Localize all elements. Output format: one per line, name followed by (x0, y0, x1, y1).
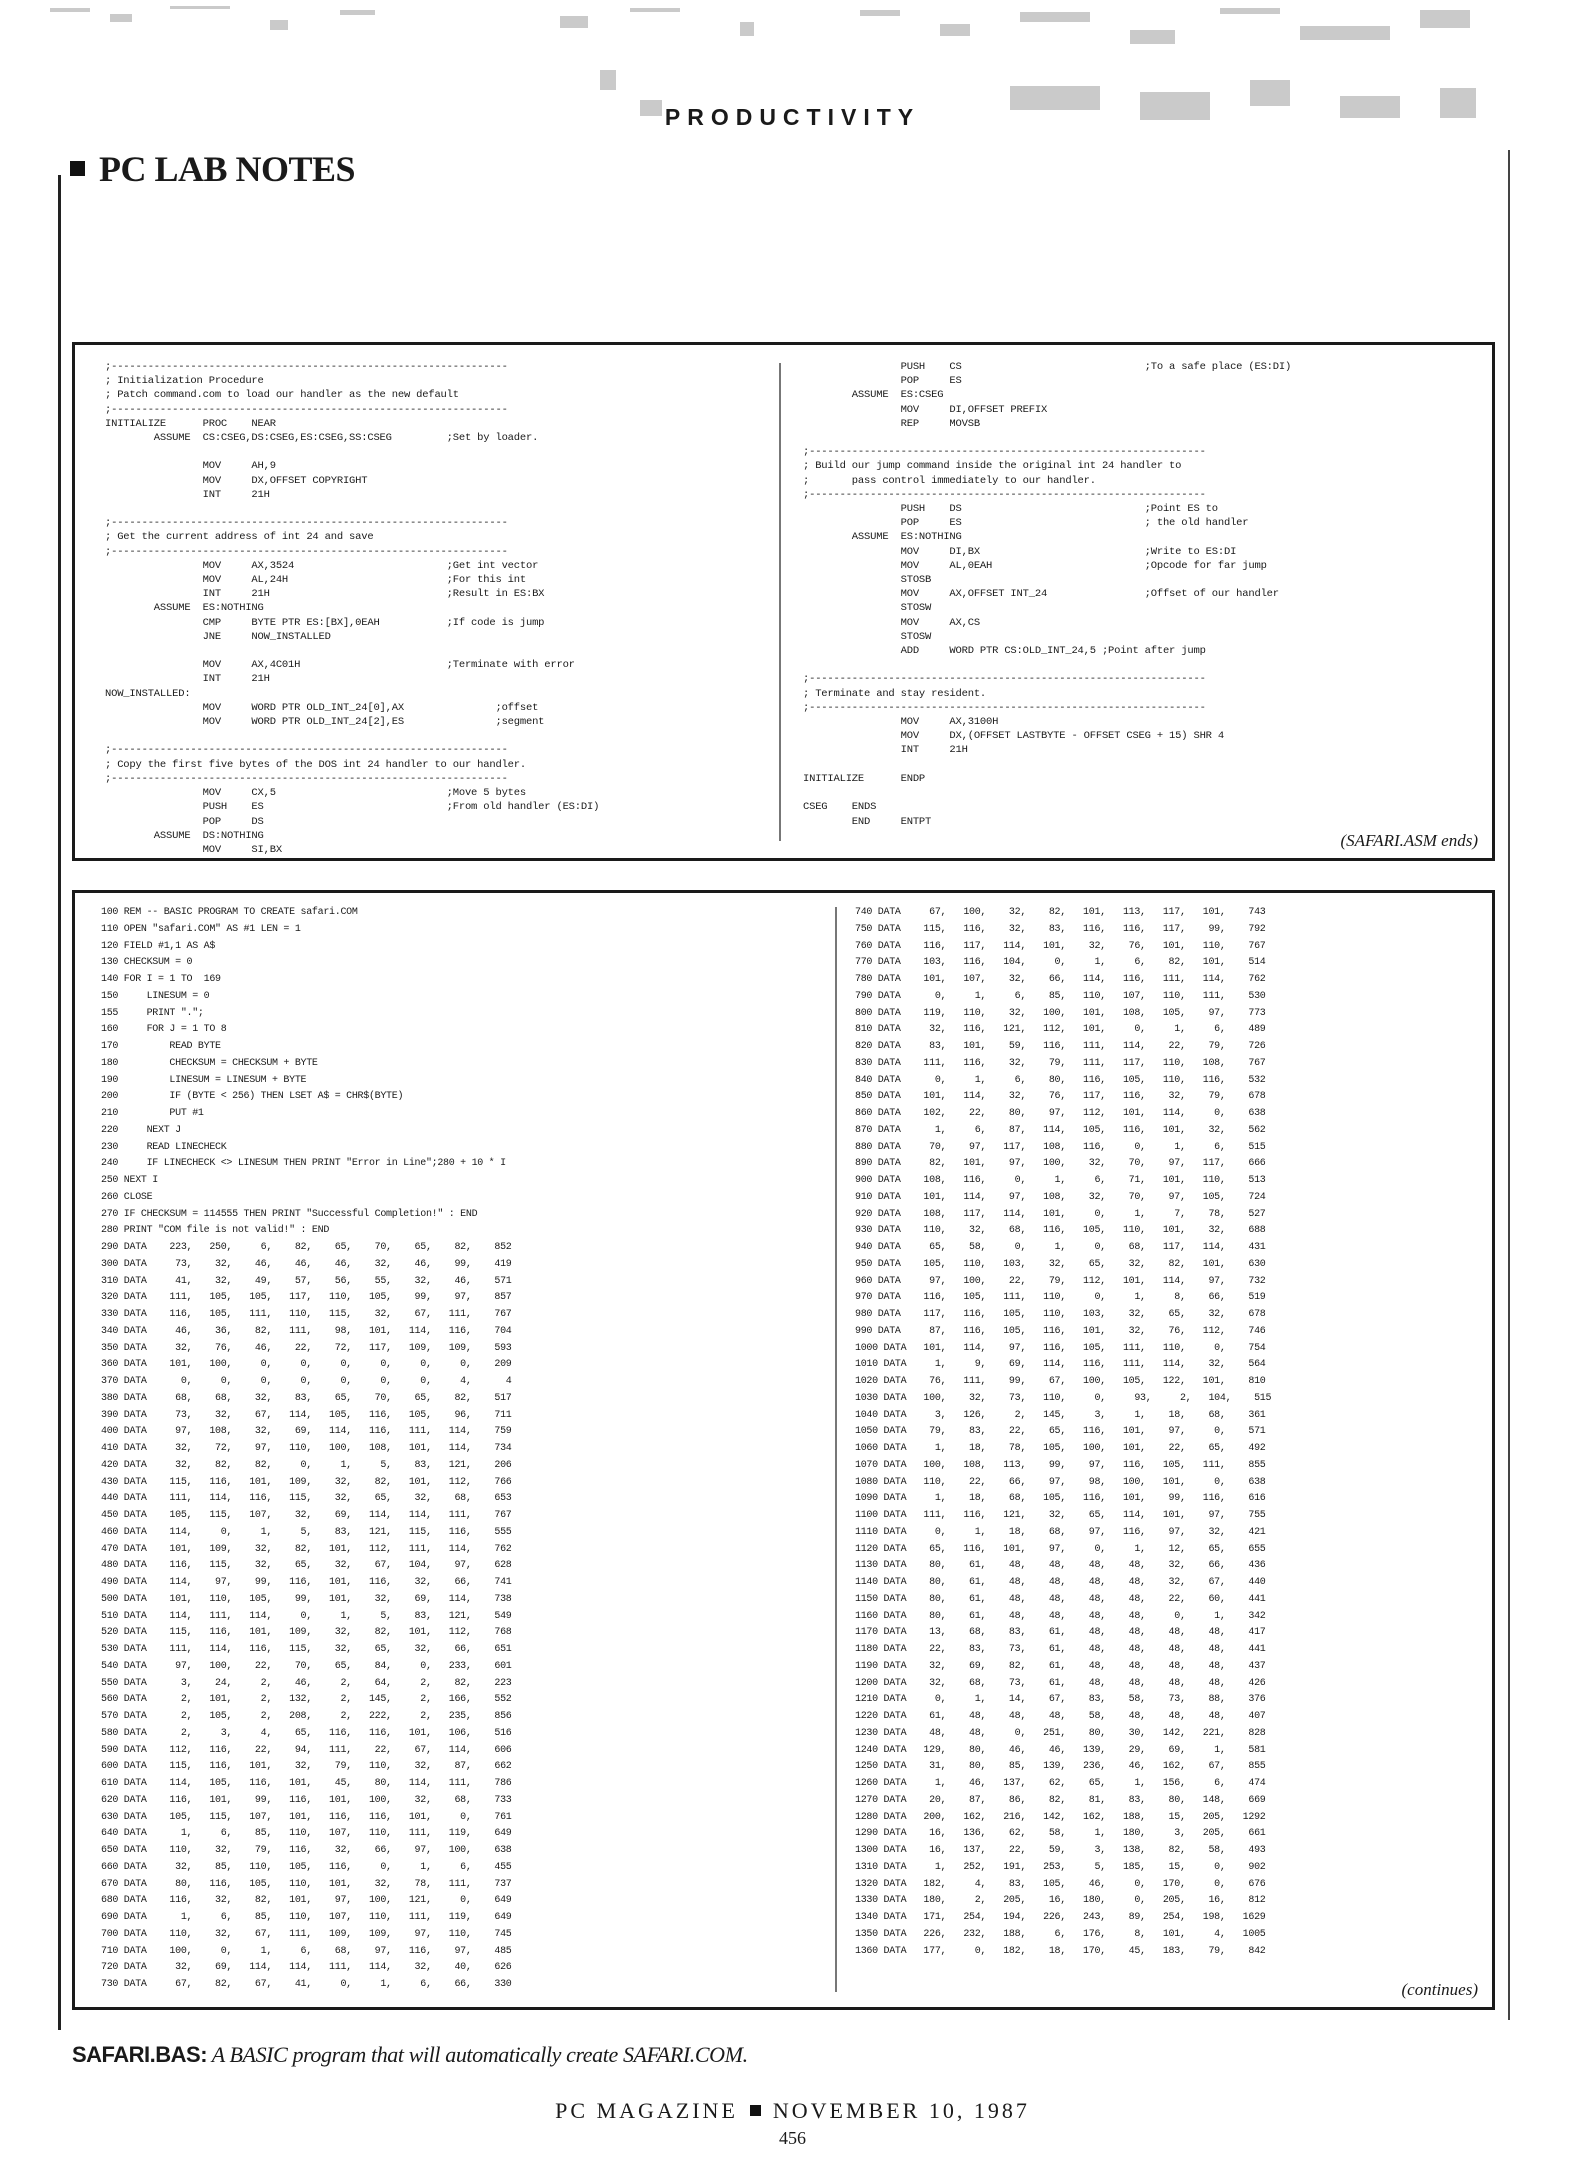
code-line: 800 DATA 119, 110, 32, 100, 101, 108, 105, 97, 773 (855, 1007, 1266, 1019)
code-line: 860 DATA 102, 22, 80, 97, 112, 101, 114, 0, 638 (855, 1108, 1266, 1119)
footer-magazine: PC MAGAZINE (555, 2098, 738, 2123)
code-line: 990 DATA 87, 116, 105, 116, 101, 32, 76, 112, 746 (855, 1325, 1266, 1337)
code-line: 1110 DATA 0, 1, 18, 68, 97, 116, 97, 32, 421 (855, 1526, 1266, 1538)
code-line: 350 DATA 32, 76, 46, 22, 72, 117, 109, 109, 593 (101, 1342, 512, 1354)
code-line: 1180 DATA 22, 83, 73, 61, 48, 48, 48, 48, 441 (855, 1644, 1266, 1655)
code-line: MOV SI,BX (105, 843, 282, 856)
asm-listing-column-1 (105, 360, 599, 857)
code-line: 400 DATA 97, 108, 32, 69, 114, 116, 111, 114, 759 (101, 1426, 512, 1438)
code-line: INT 21H ;Result in ES:BX (202, 588, 545, 601)
code-line: 450 DATA 105, 115, 107, 32, 69, 114, 114, 111, 767 (101, 1510, 512, 1521)
caption-label: SAFARI.BAS: (72, 2042, 208, 2067)
code-line: 750 DATA 115, 116, 32, 83, 116, 116, 117, 99, 792 (855, 923, 1266, 935)
code-line: ASSUME ES:NOTHING (851, 531, 962, 544)
code-line: 910 DATA 101, 114, 97, 108, 32, 70, 97, 105, 724 (855, 1191, 1266, 1203)
code-line: 540 DATA 97, 100, 22, 70, 65, 84, 0, 233, 601 (101, 1660, 512, 1672)
code-line: ; Initialization Procedure (105, 375, 264, 388)
code-line: JNE NOW_INSTALLED (202, 630, 331, 643)
code-line: MOV AX,CS (900, 616, 980, 629)
code-line: 1150 DATA 80, 61, 48, 48, 48, 48, 22, 60, 441 (855, 1593, 1266, 1605)
code-line: 1330 DATA 180, 2, 205, 16, 180, 0, 205, 16, 812 (855, 1895, 1266, 1907)
footer-separator-icon (750, 2105, 761, 2116)
code-line: 1300 DATA 16, 137, 22, 59, 3, 138, 82, 58, 493 (855, 1845, 1266, 1856)
code-line: 530 DATA 111, 114, 116, 115, 32, 65, 32, 66, 651 (101, 1644, 512, 1655)
code-line: ; pass control immediately to our handler. (803, 474, 1096, 487)
code-line: 155 PRINT "."; (101, 1007, 204, 1019)
code-line: 1190 DATA 32, 69, 82, 61, 48, 48, 48, 48, 437 (855, 1660, 1266, 1672)
code-line: 880 DATA 70, 97, 117, 108, 116, 0, 1, 6, 515 (855, 1141, 1266, 1153)
code-line: ; Copy the first five bytes of the DOS int 24 handler to our handler. (105, 758, 526, 771)
code-line: 1080 DATA 110, 22, 66, 97, 98, 100, 101, 0, 638 (855, 1476, 1266, 1488)
code-line: POP ES ; the old handler (900, 517, 1249, 530)
code-line: CSEG ENDS (803, 801, 877, 814)
code-line: REP MOVSB (900, 417, 980, 430)
code-line: 240 IF LINECHECK <> LINESUM THEN PRINT "Error in Line";280 + 10 * I (101, 1158, 506, 1170)
code-line: STOSB (900, 574, 932, 587)
code-line: 1290 DATA 16, 136, 62, 58, 1, 180, 3, 205, 661 (855, 1828, 1266, 1840)
code-line: 220 NEXT J (101, 1124, 181, 1136)
column-divider (835, 907, 837, 1992)
code-line: MOV AX,OFFSET INT_24 ;Offset of our handler (900, 588, 1279, 601)
code-line: 710 DATA 100, 0, 1, 6, 68, 97, 116, 97, 485 (101, 1945, 512, 1957)
code-line: 160 FOR J = 1 TO 8 (101, 1024, 227, 1036)
code-line: 1070 DATA 100, 108, 113, 99, 97, 116, 105, 111, 855 (855, 1459, 1266, 1471)
code-line: 430 DATA 115, 116, 101, 109, 32, 82, 101, 112, 766 (101, 1476, 512, 1488)
figure-caption (72, 2042, 748, 2068)
code-line: 970 DATA 116, 105, 111, 110, 0, 1, 8, 66, 519 (855, 1292, 1266, 1304)
code-line: 440 DATA 111, 114, 116, 115, 32, 65, 32, 68, 653 (101, 1493, 512, 1505)
code-line: 310 DATA 41, 32, 49, 57, 56, 55, 32, 46, 571 (101, 1275, 512, 1287)
code-line: INT 21H (202, 488, 270, 501)
caption-text: A BASIC program that will automatically create SAFARI.COM. (207, 2042, 748, 2067)
code-line: CMP BYTE PTR ES:[BX],0EAH ;If code is jump (202, 616, 545, 629)
code-line: 600 DATA 115, 116, 101, 32, 79, 110, 32, 87, 662 (101, 1761, 512, 1773)
code-line: 460 DATA 114, 0, 1, 5, 83, 121, 115, 116, 555 (101, 1526, 512, 1538)
code-line: 320 DATA 111, 105, 105, 117, 110, 105, 99, 97, 857 (101, 1292, 512, 1304)
asm-listing-end-note: (SAFARI.ASM ends) (1340, 831, 1478, 850)
code-line: ;----------------------------------------------------------------- (803, 488, 1206, 501)
code-line: MOV AX,3100H (900, 716, 999, 729)
code-line: 690 DATA 1, 6, 85, 110, 107, 110, 111, 119, 649 (101, 1912, 512, 1923)
code-line: ASSUME ES:CSEG (851, 389, 944, 402)
code-line: MOV DI,BX ;Write to ES:DI (900, 545, 1237, 558)
code-line: 140 FOR I = 1 TO 169 (101, 974, 221, 985)
code-line: 410 DATA 32, 72, 97, 110, 100, 108, 101, 114, 734 (101, 1443, 512, 1454)
code-line: 1320 DATA 182, 4, 83, 105, 46, 0, 170, 0, 676 (855, 1878, 1266, 1890)
code-line: 850 DATA 101, 114, 32, 76, 117, 116, 32, 79, 678 (855, 1091, 1266, 1103)
code-line: PUSH DS ;Point ES to (900, 503, 1218, 516)
code-line: 1140 DATA 80, 61, 48, 48, 48, 48, 32, 67, 440 (855, 1577, 1266, 1588)
code-line: 840 DATA 0, 1, 6, 80, 116, 105, 110, 116, 532 (855, 1074, 1266, 1086)
code-line: MOV WORD PTR OLD_INT_24[2],ES ;segment (202, 716, 545, 729)
code-line: INITIALIZE PROC NEAR (105, 417, 276, 430)
basic-listing-column-2 (855, 905, 1271, 1960)
code-line: 640 DATA 1, 6, 85, 110, 107, 110, 111, 119, 649 (101, 1828, 512, 1840)
code-line: 1310 DATA 1, 252, 191, 253, 5, 185, 15, 0, 902 (855, 1861, 1266, 1873)
code-line: 900 DATA 108, 116, 0, 1, 6, 71, 101, 110, 513 (855, 1175, 1266, 1186)
code-line: ASSUME ES:NOTHING (153, 602, 264, 615)
column-divider (779, 363, 781, 841)
code-line: 1230 DATA 48, 48, 0, 251, 80, 30, 142, 221, 828 (855, 1727, 1266, 1739)
code-line: 150 LINESUM = 0 (101, 990, 210, 1002)
code-line: 230 READ LINECHECK (101, 1141, 227, 1153)
code-line: 820 DATA 83, 101, 59, 116, 111, 114, 22, 79, 726 (855, 1041, 1266, 1052)
code-line: MOV DX,OFFSET COPYRIGHT (202, 474, 368, 487)
code-line: MOV AL,24H ;For this int (202, 574, 526, 587)
code-line: 210 PUT #1 (101, 1108, 204, 1119)
section-title-text: PC LAB NOTES (99, 149, 356, 189)
code-line: 780 DATA 101, 107, 32, 66, 114, 116, 111, 114, 762 (855, 974, 1266, 985)
code-line: ;----------------------------------------------------------------- (105, 545, 508, 558)
code-line: 1210 DATA 0, 1, 14, 67, 83, 58, 73, 88, 376 (855, 1694, 1266, 1706)
code-line: 930 DATA 110, 32, 68, 116, 105, 110, 101, 32, 688 (855, 1225, 1266, 1237)
code-line: ;----------------------------------------------------------------- (105, 403, 508, 416)
code-line: 250 NEXT I (101, 1175, 159, 1186)
code-line: 120 FIELD #1,1 AS A$ (101, 940, 216, 952)
code-line: ADD WORD PTR CS:OLD_INT_24,5 ;Point after jump (900, 645, 1206, 658)
code-line: 490 DATA 114, 97, 99, 116, 101, 116, 32, 66, 741 (101, 1577, 512, 1588)
code-line: 570 DATA 2, 105, 2, 208, 2, 222, 2, 235, 856 (101, 1711, 512, 1722)
code-line: 330 DATA 116, 105, 111, 110, 115, 32, 67, 111, 767 (101, 1309, 512, 1320)
code-line: 1090 DATA 1, 18, 68, 105, 116, 101, 99, 116, 616 (855, 1493, 1266, 1505)
code-line: STOSW (900, 602, 932, 615)
code-line: 480 DATA 116, 115, 32, 65, 32, 67, 104, 97, 628 (101, 1560, 512, 1572)
code-line: 500 DATA 101, 110, 105, 99, 101, 32, 69, 114, 738 (101, 1593, 512, 1605)
code-line: ;----------------------------------------------------------------- (105, 517, 508, 530)
code-line: 620 DATA 116, 101, 99, 116, 101, 100, 32, 68, 733 (101, 1794, 512, 1806)
code-line: ; Patch command.com to load our handler as the new default (105, 389, 459, 402)
code-line: 550 DATA 3, 24, 2, 46, 2, 64, 2, 82, 223 (101, 1677, 512, 1689)
page-footer (0, 2098, 1585, 2124)
code-line: 260 CLOSE (101, 1191, 153, 1203)
code-line: 1250 DATA 31, 80, 85, 139, 236, 46, 162, 67, 855 (855, 1761, 1266, 1773)
code-line: 1020 DATA 76, 111, 99, 67, 100, 105, 122, 101, 810 (855, 1376, 1266, 1387)
code-line: ;----------------------------------------------------------------- (803, 701, 1206, 714)
code-line: ASSUME DS:NOTHING (153, 829, 264, 842)
code-line: 510 DATA 114, 111, 114, 0, 1, 5, 83, 121, 549 (101, 1610, 512, 1622)
code-line: 270 IF CHECKSUM = 114555 THEN PRINT "Successful Completion!" : END (101, 1208, 478, 1220)
code-line: 340 DATA 46, 36, 82, 111, 98, 101, 114, 116, 704 (101, 1325, 512, 1337)
code-line: STOSW (900, 630, 932, 643)
code-line: 1350 DATA 226, 232, 188, 6, 176, 8, 101, 4, 1005 (855, 1928, 1266, 1940)
code-line: 1050 DATA 79, 83, 22, 65, 116, 101, 97, 0, 571 (855, 1426, 1266, 1438)
code-line: 720 DATA 32, 69, 114, 114, 111, 114, 32, 40, 626 (101, 1962, 512, 1974)
code-line: POP ES (900, 375, 962, 388)
code-line: ;----------------------------------------------------------------- (803, 673, 1206, 686)
code-line: 360 DATA 101, 100, 0, 0, 0, 0, 0, 0, 209 (101, 1359, 512, 1371)
basic-listing-box (72, 890, 1495, 2010)
code-line: NOW_INSTALLED: (105, 687, 191, 700)
code-line: 560 DATA 2, 101, 2, 132, 2, 145, 2, 166, 552 (101, 1694, 512, 1706)
code-line: 1260 DATA 1, 46, 137, 62, 65, 1, 156, 6, 474 (855, 1778, 1266, 1789)
code-line: ; Get the current address of int 24 and save (105, 531, 374, 544)
code-line: 180 CHECKSUM = CHECKSUM + BYTE (101, 1057, 318, 1069)
code-line: 110 OPEN "safari.COM" AS #1 LEN = 1 (101, 923, 301, 935)
asm-listing-column-2 (803, 360, 1291, 829)
code-line: 830 DATA 111, 116, 32, 79, 111, 117, 110, 108, 767 (855, 1057, 1266, 1069)
code-line: 650 DATA 110, 32, 79, 116, 32, 66, 97, 100, 638 (101, 1845, 512, 1856)
code-line: 670 DATA 80, 116, 105, 110, 101, 32, 78, 111, 737 (101, 1878, 512, 1890)
code-line: 1000 DATA 101, 114, 97, 116, 105, 111, 110, 0, 754 (855, 1342, 1266, 1354)
code-line: 1060 DATA 1, 18, 78, 105, 100, 101, 22, 65, 492 (855, 1443, 1266, 1454)
code-line: MOV WORD PTR OLD_INT_24[0],AX ;offset (202, 701, 539, 714)
code-line: 940 DATA 65, 58, 0, 1, 0, 68, 117, 114, 431 (855, 1242, 1266, 1253)
code-line: 980 DATA 117, 116, 105, 110, 103, 32, 65, 32, 678 (855, 1309, 1266, 1320)
code-line: INT 21H (202, 673, 270, 686)
code-line: 200 IF (BYTE < 256) THEN LSET A$ = CHR$(BYTE) (101, 1091, 404, 1103)
code-line: 610 DATA 114, 105, 116, 101, 45, 80, 114, 111, 786 (101, 1778, 512, 1789)
code-line: 740 DATA 67, 100, 32, 82, 101, 113, 117, 101, 743 (855, 907, 1266, 918)
basic-listing-column-1 (101, 905, 511, 1994)
code-line: ;----------------------------------------------------------------- (105, 772, 508, 785)
code-line: 1360 DATA 177, 0, 182, 18, 170, 45, 183, 79, 842 (855, 1945, 1266, 1957)
code-line: 680 DATA 116, 32, 82, 101, 97, 100, 121, 0, 649 (101, 1895, 512, 1907)
code-line: INITIALIZE ENDP (803, 772, 926, 785)
code-line: 790 DATA 0, 1, 6, 85, 110, 107, 110, 111, 530 (855, 990, 1266, 1002)
code-line: 1270 DATA 20, 87, 86, 82, 81, 83, 80, 148, 669 (855, 1794, 1266, 1806)
code-line: 590 DATA 112, 116, 22, 94, 111, 22, 67, 114, 606 (101, 1744, 512, 1756)
code-line: 1010 DATA 1, 9, 69, 114, 116, 111, 114, 32, 564 (855, 1359, 1266, 1371)
code-line: MOV CX,5 ;Move 5 bytes (202, 787, 526, 800)
code-line: MOV AX,3524 ;Get int vector (202, 559, 539, 572)
code-line: 300 DATA 73, 32, 46, 46, 46, 32, 46, 99, 419 (101, 1258, 512, 1270)
code-line: 1130 DATA 80, 61, 48, 48, 48, 48, 32, 66, 436 (855, 1560, 1266, 1572)
code-line: 950 DATA 105, 110, 103, 32, 65, 32, 82, 101, 630 (855, 1258, 1266, 1270)
code-line: 1340 DATA 171, 254, 194, 226, 243, 89, 254, 198, 1629 (855, 1912, 1266, 1923)
code-line: 390 DATA 73, 32, 67, 114, 105, 116, 105, 96, 711 (101, 1409, 512, 1421)
code-line: 170 READ BYTE (101, 1041, 221, 1052)
footer-date: NOVEMBER 10, 1987 (772, 2098, 1030, 2123)
code-line: 370 DATA 0, 0, 0, 0, 0, 0, 0, 4, 4 (101, 1376, 512, 1387)
code-line: 630 DATA 105, 115, 107, 101, 116, 116, 101, 0, 761 (101, 1811, 512, 1823)
code-line: 380 DATA 68, 68, 32, 83, 65, 70, 65, 82, 517 (101, 1392, 512, 1404)
code-line: 870 DATA 1, 6, 87, 114, 105, 116, 101, 32, 562 (855, 1124, 1266, 1136)
code-line: 960 DATA 97, 100, 22, 79, 112, 101, 114, 97, 732 (855, 1275, 1266, 1287)
code-line: 1040 DATA 3, 126, 2, 145, 3, 1, 18, 68, 361 (855, 1409, 1266, 1421)
left-margin-rule (58, 175, 61, 2030)
code-line: 1240 DATA 129, 80, 46, 46, 139, 29, 69, 1, 581 (855, 1744, 1266, 1756)
code-line: MOV AH,9 (202, 460, 276, 473)
code-line: MOV AL,0EAH ;Opcode for far jump (900, 559, 1267, 572)
code-line: 1170 DATA 13, 68, 83, 61, 48, 48, 48, 48, 417 (855, 1627, 1266, 1639)
code-line: 1220 DATA 61, 48, 48, 48, 58, 48, 48, 48, 407 (855, 1711, 1266, 1722)
code-line: 1200 DATA 32, 68, 73, 61, 48, 48, 48, 48, 426 (855, 1677, 1266, 1689)
code-line: 520 DATA 115, 116, 101, 109, 32, 82, 101, 112, 768 (101, 1627, 512, 1639)
code-line: ; Build our jump command inside the original int 24 handler to (803, 460, 1182, 473)
code-line: 470 DATA 101, 109, 32, 82, 101, 112, 111, 114, 762 (101, 1543, 512, 1555)
code-line: 1100 DATA 111, 116, 121, 32, 65, 114, 101, 97, 755 (855, 1510, 1266, 1521)
code-line: 1120 DATA 65, 116, 101, 97, 0, 1, 12, 65, 655 (855, 1543, 1266, 1555)
code-line: POP DS (202, 815, 264, 828)
code-line: 770 DATA 103, 116, 104, 0, 1, 6, 82, 101, 514 (855, 957, 1266, 969)
code-line: 280 PRINT "COM file is not valid!" : END (101, 1225, 330, 1237)
code-line: 1280 DATA 200, 162, 216, 142, 162, 188, 15, 205, 1292 (855, 1811, 1266, 1823)
code-line: 730 DATA 67, 82, 67, 41, 0, 1, 6, 66, 330 (101, 1979, 512, 1990)
code-line: 810 DATA 32, 116, 121, 112, 101, 0, 1, 6, 489 (855, 1024, 1266, 1036)
code-line: 890 DATA 82, 101, 97, 100, 32, 70, 97, 117, 666 (855, 1158, 1266, 1170)
code-line: 130 CHECKSUM = 0 (101, 957, 193, 969)
right-margin-rule (1508, 150, 1510, 2020)
code-line: 700 DATA 110, 32, 67, 111, 109, 109, 97, 110, 745 (101, 1928, 512, 1940)
code-line: ;----------------------------------------------------------------- (105, 744, 508, 757)
code-line: ;----------------------------------------------------------------- (105, 361, 508, 373)
code-line: PUSH ES ;From old handler (ES:DI) (202, 801, 600, 814)
code-line: END ENTPT (803, 815, 932, 828)
code-line: 760 DATA 116, 117, 114, 101, 32, 76, 101, 110, 767 (855, 940, 1266, 952)
code-line: 660 DATA 32, 85, 110, 105, 116, 0, 1, 6, 455 (101, 1861, 512, 1873)
code-line: ASSUME CS:CSEG,DS:CSEG,ES:CSEG,SS:CSEG ;Set by loader. (153, 432, 539, 445)
code-line: ;----------------------------------------------------------------- (803, 446, 1206, 459)
code-line: 1030 DATA 100, 32, 73, 110, 0, 93, 2, 104, 515 (855, 1392, 1272, 1404)
code-line: 290 DATA 223, 250, 6, 82, 65, 70, 65, 82, 852 (101, 1242, 512, 1253)
code-line: MOV DX,(OFFSET LASTBYTE - OFFSET CSEG + 15) SHR 4 (900, 730, 1224, 743)
code-line: MOV DI,OFFSET PREFIX (900, 403, 1048, 416)
page-number: 456 (779, 2128, 806, 2148)
section-title (70, 148, 355, 190)
bullet-square-icon (70, 161, 85, 176)
code-line: 190 LINESUM = LINESUM + BYTE (101, 1074, 307, 1086)
code-line: ; Terminate and stay resident. (803, 687, 987, 700)
asm-listing-box (72, 342, 1495, 861)
code-line: MOV AX,4C01H ;Terminate with error (202, 659, 575, 672)
code-line: 1160 DATA 80, 61, 48, 48, 48, 48, 0, 1, 342 (855, 1610, 1266, 1622)
code-line: 920 DATA 108, 117, 114, 101, 0, 1, 7, 78, 527 (855, 1208, 1266, 1220)
code-line: 100 REM -- BASIC PROGRAM TO CREATE safari.COM (101, 907, 358, 918)
code-line: INT 21H (900, 744, 968, 757)
basic-listing-end-note: (continues) (1401, 1980, 1478, 1999)
code-line: 420 DATA 32, 82, 82, 0, 1, 5, 83, 121, 206 (101, 1459, 512, 1471)
running-head: PRODUCTIVITY (664, 104, 921, 130)
code-line: 580 DATA 2, 3, 4, 65, 116, 116, 101, 106, 516 (101, 1727, 512, 1739)
code-line: PUSH CS ;To a safe place (ES:DI) (900, 361, 1292, 373)
